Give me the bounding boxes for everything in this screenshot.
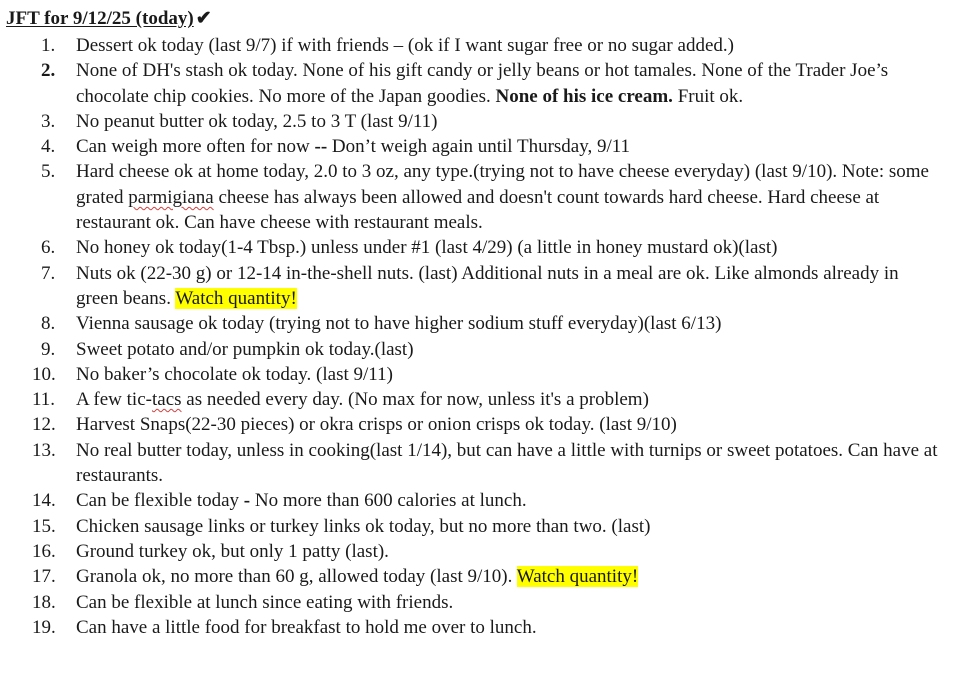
list-item-text: No real butter today, unless in cooking(last 1/14), but can have a little with turnips or sweet potatoes. Can have at restaurants. xyxy=(76,439,938,487)
list-item-text: None of DH's stash ok today. None of his gift candy or jelly beans or hot tamales. None of the Trader Joe’s chocolate chip cookies. No more of the Japan goodies. xyxy=(76,60,889,107)
list-item xyxy=(6,488,945,513)
highlighted-text: Watch quantity! xyxy=(175,287,297,309)
list-item-text: A few tic- xyxy=(76,389,152,411)
list-item-text: tacs xyxy=(151,389,182,411)
list-item-text: Fruit ok. xyxy=(672,85,744,107)
list-item-text: parmigiana xyxy=(128,186,214,208)
list-item-text: Can have a little food for breakfast to hold me over to lunch. xyxy=(76,616,537,638)
list-item xyxy=(6,362,945,387)
list-item-text: Can be flexible at lunch since eating with friends. xyxy=(76,591,454,613)
list-item-text: Vienna sausage ok today (trying not to have higher sodium stuff everyday)(last 6/13) xyxy=(76,313,722,335)
bold-text: - xyxy=(243,490,251,512)
list-item xyxy=(6,58,945,109)
list-item-text: Ground turkey ok, but only 1 patty (last). xyxy=(76,540,389,562)
list-item-number: 14. xyxy=(32,490,56,512)
list-item-number: 9. xyxy=(41,338,56,360)
list-item-text: No more than 600 calories at lunch. xyxy=(250,490,527,512)
list-item-text: Granola ok, no more than 60 g, allowed today (last 9/10). xyxy=(76,566,517,588)
list-item-number: 13. xyxy=(32,439,56,461)
list-item xyxy=(6,387,945,412)
list-item-number: 2. xyxy=(41,60,56,82)
list-item xyxy=(6,564,945,589)
list-item-text: Hard cheese ok at home today, 2.0 to 3 oz, any type.(trying not to have cheese everyday) (last 9/10). Note: some grated xyxy=(76,161,929,208)
list-item-number: 10. xyxy=(32,363,56,385)
document-title-text: JFT for 9/12/25 (today) xyxy=(6,8,194,29)
list-item-number: 5. xyxy=(41,161,56,183)
list-item xyxy=(6,134,945,159)
list-item-text: Harvest Snaps(22-30 pieces) or okra crisps or onion crisps ok today. (last 9/10) xyxy=(76,414,677,436)
list-item xyxy=(6,539,945,564)
list-item xyxy=(6,514,945,539)
list-item xyxy=(6,159,945,235)
list-item-number: 12. xyxy=(32,414,56,436)
list-item-number: 16. xyxy=(32,540,56,562)
document-title xyxy=(6,8,945,30)
list-item-text: No peanut butter ok today, 2.5 to 3 T (last 9/11) xyxy=(76,110,438,132)
list-item-number: 7. xyxy=(41,262,56,284)
list-item xyxy=(6,412,945,437)
list-item-text: cheese has always been allowed and doesn't count towards hard cheese. Hard cheese at restaurant ok. Can have cheese with restaurant meals. xyxy=(76,186,880,234)
list-item xyxy=(6,337,945,362)
list-item xyxy=(6,615,945,640)
list-item xyxy=(6,311,945,336)
list-item-text: No baker’s chocolate ok today. (last 9/11) xyxy=(76,363,393,385)
list-item xyxy=(6,261,945,312)
list-item-text: Nuts ok (22-30 g) or 12-14 in-the-shell nuts. (last) Additional nuts in a meal are ok. Like almonds already in green beans. xyxy=(76,262,899,309)
list-item-text: Can be flexible today xyxy=(76,490,244,512)
list-item-number: 4. xyxy=(41,136,56,158)
list-item-number: 3. xyxy=(41,110,56,132)
list-item-number: 6. xyxy=(41,237,56,259)
bold-text: None of his ice cream. xyxy=(495,85,673,107)
bold-text: -- xyxy=(314,136,328,158)
list-item-text: as needed every day. (No max for now, unless it's a problem) xyxy=(181,389,649,411)
list-item-text: Can weigh more often for now xyxy=(76,136,315,158)
list-item xyxy=(6,438,945,489)
rules-list xyxy=(6,33,945,640)
list-item-text: Sweet potato and/or pumpkin ok today.(last) xyxy=(76,338,414,360)
list-item-number: 19. xyxy=(32,616,56,638)
list-item-number: 18. xyxy=(32,591,56,613)
list-item-text: Chicken sausage links or turkey links ok today, but no more than two. (last) xyxy=(76,515,651,537)
list-item-number: 17. xyxy=(32,566,56,588)
list-item-text: Don’t weigh again until Thursday, 9/11 xyxy=(327,136,631,158)
list-item-number: 1. xyxy=(41,35,56,56)
list-item xyxy=(6,590,945,615)
list-item-number: 11. xyxy=(32,389,56,411)
list-item xyxy=(6,33,945,58)
list-item-text: No honey ok today(1-4 Tbsp.) unless under #1 (last 4/29) (a little in honey mustard ok)(last) xyxy=(76,237,778,259)
list-item xyxy=(6,109,945,134)
list-item xyxy=(6,235,945,260)
list-item-number: 8. xyxy=(41,313,56,335)
list-item-number: 15. xyxy=(32,515,56,537)
checkmark-icon: ✔ xyxy=(195,8,212,29)
highlighted-text: Watch quantity! xyxy=(516,566,639,588)
list-item-text: Dessert ok today (last 9/7) if with friends – (ok if I want sugar free or no sugar added.) xyxy=(76,35,734,56)
